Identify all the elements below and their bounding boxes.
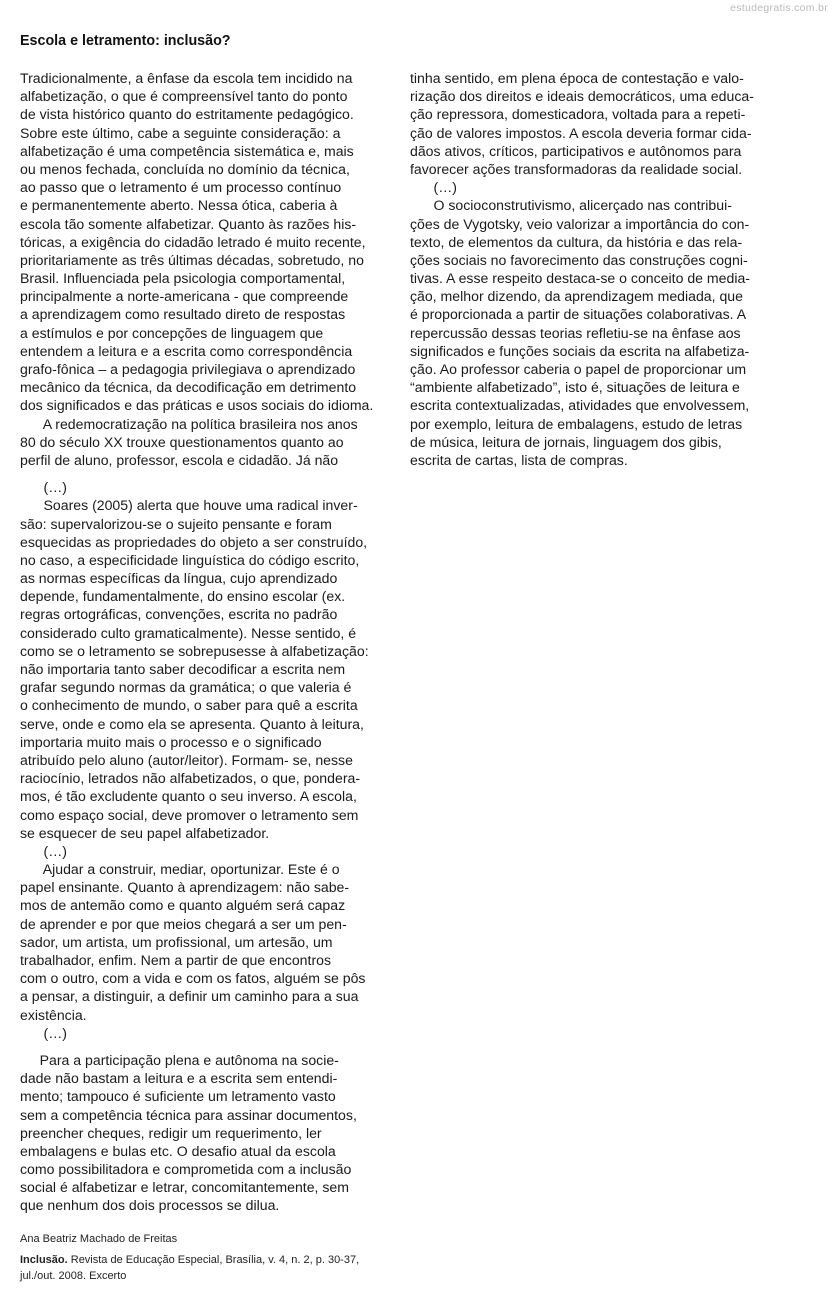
text-line: e permanentemente aberto. Nessa ótica, caberia à (20, 197, 338, 214)
text-line: ção. Ao professor caberia o papel de proporcionar um (410, 361, 747, 377)
text-line: grafo-fônica – a pedagogia privilegiava o aprendizado (20, 361, 356, 377)
text-line: ção repressora, domesticadora, voltada para a repeti- (410, 106, 746, 123)
text-line: sem a competência técnica para assinar documentos, (20, 1106, 357, 1123)
text-line: dãos ativos, críticos, participativos e autônomos para (410, 142, 742, 159)
text-line: de vista histórico quanto do estritamente pedagógico. (20, 106, 354, 123)
text-line: Sobre este último, cabe a seguinte consideração: a (20, 124, 341, 141)
text-line: são: supervalorizou-se o sujeito pensante e foram (20, 515, 332, 532)
text-line: mos de antemão como e quanto alguém será capaz (20, 897, 346, 914)
text-line: se esquecer de seu papel alfabetizador. (20, 824, 270, 841)
right-text-column (410, 69, 755, 469)
text-line: raciocínio, letrados não alfabetizados, o que, pondera- (20, 770, 361, 787)
text-line: sador, um artista, um profissional, um artesão, um (20, 933, 333, 950)
text-line: a pensar, a distinguir, a definir um caminho para a sua (20, 988, 359, 1005)
text-line: principalmente a norte-americana - que compreende (20, 288, 349, 305)
text-line: que nenhum dos dois processos se dilua. (20, 1197, 280, 1214)
text-line: 80 do século XX trouxe questionamentos quanto ao (20, 433, 344, 450)
source-line-1 (20, 1253, 370, 1269)
text-line: no caso, a especificidade linguística do código escrito, (20, 551, 360, 568)
text-line: alfabetização, o que é compreensível tanto do ponto (20, 88, 348, 105)
paragraph-gap (20, 1042, 374, 1051)
text-line: como possibilitadora e comprometida com a inclusão (20, 1161, 352, 1178)
text-line: ções sociais no favorecimento das construções cogni- (410, 251, 748, 268)
author-credit: Ana Beatriz Machado de Freitas (20, 1233, 178, 1245)
text-line: (…) (410, 179, 457, 196)
text-line: esquecidas as propriedades do objeto a ser construído, (20, 533, 368, 550)
text-line: tinha sentido, em plena época de contestação e valo- (410, 70, 744, 86)
text-line: dade não bastam a leitura e a escrita sem entendi- (20, 1070, 338, 1087)
source-line-2: jul./out. 2008. Excerto (20, 1269, 127, 1282)
text-line: significados e funções sociais da escrita na alfabetiza- (410, 342, 750, 359)
text-line: perfil de aluno, professor, escola e cidadão. Já não (20, 451, 339, 468)
text-line: importaria muito mais o processo e o significado (20, 733, 322, 750)
text-line: de aprender e por que meios chegará a ser um pen- (20, 915, 347, 932)
text-line: existência. (20, 1006, 87, 1023)
text-line: repercussão dessas teorias refletiu-se na ênfase aos (410, 324, 741, 341)
text-line: (…) (20, 842, 67, 859)
text-line: escola tão somente alfabetizar. Quanto às razões his- (20, 215, 357, 232)
text-line: depende, fundamentalmente, do ensino escolar (ex. (20, 588, 346, 605)
text-line: (…) (20, 479, 67, 496)
text-line: mos, é tão excludente quanto o seu inverso. A escola, (20, 788, 357, 805)
source-details: Revista de Educação Especial, Brasília, v. 4, n. 2, p. 30-37, (67, 1254, 360, 1266)
text-line: trabalhador, enfim. Nem a partir de que encontros (20, 952, 332, 968)
text-line: como espaço social, deve promover o letramento sem (20, 806, 359, 823)
journal-name: Inclusão. (20, 1254, 68, 1266)
text-line: tóricas, a exigência do cidadão letrado é muito recente, (20, 233, 366, 250)
text-line: favorecer ações transformadoras da realidade social. (410, 160, 743, 177)
text-line: ao passo que o letramento é um processo contínuo (20, 179, 342, 196)
text-line: mento; tampouco é suficiente um letramento vasto (20, 1088, 336, 1105)
text-line: Soares (2005) alerta que houve uma radical inver- (20, 497, 358, 514)
text-line: serve, onde e como ela se apresenta. Quanto à leitura, (20, 715, 364, 732)
text-line: embalagens e bulas etc. O desafio atual da escola (20, 1142, 336, 1159)
text-line: Brasil. Influenciada pela psicologia comportamental, (20, 270, 346, 287)
site-watermark: estudegratis.com.br (730, 2, 828, 14)
text-line: escrita contextualizadas, atividades que envolvessem, (410, 397, 750, 414)
text-line: preencher cheques, redigir um requerimento, ler (20, 1124, 322, 1141)
text-line: atribuído pelo aluno (autor/leitor). Formam- se, nesse (20, 751, 353, 768)
text-line: a aprendizagem como resultado direto de respostas (20, 306, 346, 323)
text-line: regras ortográficas, convenções, escrita no padrão (20, 606, 338, 623)
text-line: (…) (20, 1024, 67, 1041)
text-line: mecânico da técnica, da decodificação em detrimento (20, 379, 357, 396)
text-line: é proporcionada a partir de situações colaborativas. A (410, 306, 747, 323)
text-line: as normas específicas da língua, cujo aprendizado (20, 570, 338, 587)
text-line: ções de Vygotsky, veio valorizar a importância do con- (410, 215, 750, 232)
text-line: de música, leitura de jornais, linguagem dos gibis, (410, 433, 722, 450)
text-line: entendem a leitura e a escrita como correspondência (20, 342, 353, 359)
source-citation (20, 1253, 370, 1284)
text-line: alfabetização é uma competência sistemática e, mais (20, 142, 354, 159)
text-line: o conhecimento de mundo, o saber para quê a escrita (20, 697, 358, 714)
text-line: por exemplo, leitura de embalagens, estudo de letras (410, 415, 743, 432)
text-line: não importaria tanto saber decodificar a escrita nem (20, 661, 346, 677)
text-line: prioritariamente as três últimas décadas, sobretudo, no (20, 251, 364, 268)
text-line: ou menos fechada, concluída no domínio da técnica, (20, 160, 350, 177)
text-line: texto, de elementos da cultura, da história e das rela- (410, 233, 743, 250)
text-line: dos significados e das práticas e usos sociais do idioma. (20, 397, 374, 414)
text-line: Ajudar a construir, mediar, oportunizar. Este é o (20, 861, 340, 878)
article-title: Escola e letramento: inclusão? (20, 33, 231, 49)
text-line: ção de valores impostos. A escola deveria formar cida- (410, 124, 752, 141)
text-line: escrita de cartas, lista de compras. (410, 451, 628, 468)
text-line: social é alfabetizar e letrar, concomitantemente, sem (20, 1179, 350, 1196)
text-line: com o outro, com a vida e com os fatos, alguém se pôs (20, 970, 366, 987)
text-line: Tradicionalmente, a ênfase da escola tem incidido na (20, 70, 353, 86)
text-line: grafar segundo normas da gramática; o que valeria é (20, 679, 352, 696)
text-line: tivas. A esse respeito destaca-se o conceito de media- (410, 270, 751, 287)
text-line: rização dos direitos e ideais democráticos, uma educa- (410, 88, 754, 105)
text-line: “ambiente alfabetizado”, isto é, situações de leitura e (410, 379, 740, 396)
paragraph-gap (20, 469, 374, 478)
left-text-column (20, 69, 374, 1215)
text-line: papel ensinante. Quanto à aprendizagem: não sabe- (20, 879, 350, 896)
text-line: considerado culto gramaticalmente). Nesse sentido, é (20, 624, 357, 641)
text-line: ção, melhor dizendo, da aprendizagem mediada, que (410, 288, 743, 305)
text-line: A redemocratização na política brasileira nos anos (20, 415, 358, 432)
text-line: como se o letramento se sobrepusesse à alfabetização: (20, 642, 369, 659)
text-line: a estímulos e por concepções de linguagem que (20, 324, 324, 341)
text-line: O socioconstrutivismo, alicerçado nas contribui- (410, 197, 732, 214)
text-line: Para a participação plena e autônoma na socie- (20, 1051, 339, 1068)
